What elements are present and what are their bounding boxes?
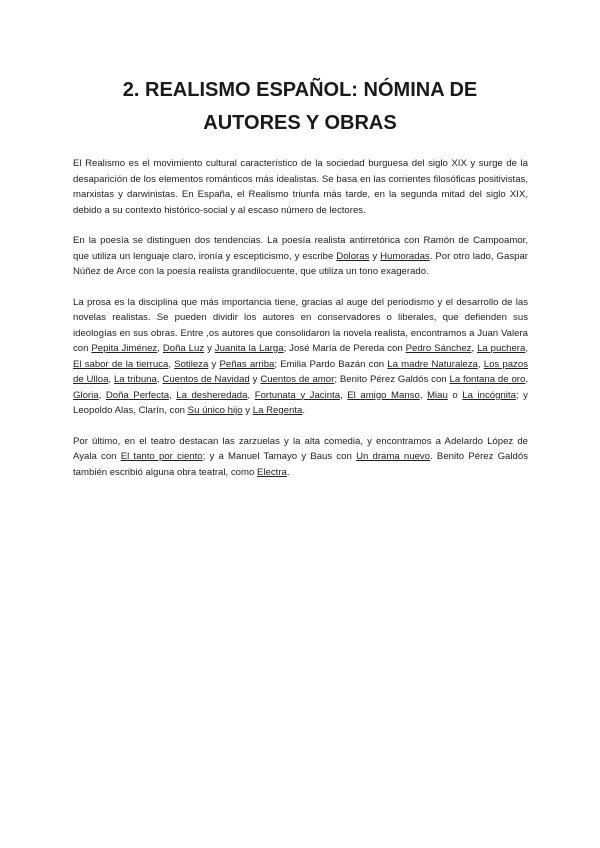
text-run: , [419, 389, 428, 401]
text-run: ; y Leopoldo Alas, Clarín, con [73, 389, 528, 416]
work-title: Los pazos de Ulloa [73, 358, 528, 385]
text-run: El Realismo es el movimiento cultural característico de la sociedad burguesa del siglo XIX y surge de la desaparición de los elementos románticos más idealistas. Se basa en las corrientes filosóficas positivistas, marxistas y darwinistas. En España, el Realismo triunfa más tarde, en la segunda mitad del siglo XIX, debido a su contexto histórico-social y al escaso número de lectores. [73, 158, 528, 216]
text-run: y [204, 343, 215, 354]
text-run: En la poesía se distinguen dos tendencias. La poesía realista antirretórica con Ramón de Campoamor, que utiliza un lenguaje claro, ironía y escepticismo, y escribe [73, 235, 528, 262]
text-run: y [242, 405, 253, 416]
text-run: . [302, 405, 306, 416]
text-run: Por último, en el teatro destacan las zarzuelas y la alta comedia, y encontramos a Adelardo López de Ayala con [73, 435, 528, 462]
work-title: Doloras [336, 250, 370, 262]
text-run: y [369, 250, 381, 262]
work-title: Pedro Sánchez [405, 343, 472, 354]
text-run: , [156, 374, 163, 385]
text-run: , [168, 358, 175, 370]
work-title: Un drama nuevo [356, 451, 431, 462]
work-title: Doña Perfecta [105, 389, 170, 401]
text-run: ; José María de Pereda con [283, 343, 406, 354]
work-title: Cuentos de Navidad [162, 374, 250, 385]
text-run: , [157, 343, 163, 354]
text-run: ; y a Manuel Tamayo y Baus con [202, 451, 357, 462]
work-title: Cuentos de amor [260, 374, 335, 385]
work-title: Doña Luz [162, 343, 205, 354]
text-run: y [249, 374, 261, 385]
work-title: La incógnita [462, 389, 516, 401]
text-run: , [477, 358, 484, 370]
text-run: y [208, 358, 220, 370]
work-title: Sotileza [174, 358, 209, 370]
title-line-1: 2. REALISMO ESPAÑOL: NÓMINA DE [122, 79, 478, 101]
work-title: Gloria [73, 389, 99, 401]
work-title: La madre Naturaleza [387, 358, 478, 370]
work-title: La fontana de oro [449, 374, 526, 385]
text-run: , [98, 389, 106, 401]
document-body [73, 156, 528, 495]
paragraph [73, 233, 528, 280]
text-run: , [108, 374, 114, 385]
work-title: Pepita Jiménez [91, 343, 158, 354]
text-run: . Por otro lado, Gaspar Núñez de Arce con la poesía realista grandilocuente, que utiliza un tono exagerado. [73, 250, 528, 277]
text-run: , [247, 389, 255, 401]
work-title: El sabor de la tierruca [73, 358, 169, 370]
work-title: La desheredada [176, 389, 248, 401]
text-run: ; Benito Pérez Galdós con [334, 374, 450, 385]
paragraph [73, 156, 528, 218]
work-title: Electra [256, 466, 287, 478]
work-title: El amigo Manso [347, 389, 420, 401]
text-run: . Benito Pérez Galdós también escribió alguna obra teatral, como [73, 451, 528, 478]
work-title: Humoradas [380, 250, 430, 262]
text-run: ; Emilia Pardo Bazán con [274, 358, 388, 370]
text-run: . [286, 466, 290, 478]
paragraph [73, 434, 528, 481]
text-run: , [169, 389, 177, 401]
title-line-2: AUTORES Y OBRAS [203, 112, 397, 134]
text-run: , [340, 389, 348, 401]
paragraph [73, 295, 528, 419]
page-title [70, 74, 530, 140]
work-title: La tribuna [113, 374, 157, 385]
work-title: Juanita la Larga [214, 343, 284, 354]
work-title: Peñas arriba [219, 358, 275, 370]
work-title: Miau [427, 389, 448, 401]
text-run: , [525, 374, 529, 385]
work-title: Su único hijo [187, 405, 243, 416]
text-run: , [525, 343, 528, 354]
work-title: La puchera [477, 343, 526, 354]
text-run: La prosa es la disciplina que más importancia tiene, gracias al auge del periodismo y el desarrollo de las novelas realistas. Se pueden dividir los autores en conservadores o liberales, que defienden sus ideologías en sus obras. Entre ,os autores que consolidaron la novela realista, encontramos a Juan Valera con [73, 296, 528, 354]
work-title: Fortunata y Jacinta [254, 389, 341, 401]
text-run: o [447, 389, 463, 401]
work-title: La Regenta [252, 405, 303, 416]
text-run: , [471, 343, 478, 354]
work-title: El tanto por ciento [120, 451, 203, 462]
